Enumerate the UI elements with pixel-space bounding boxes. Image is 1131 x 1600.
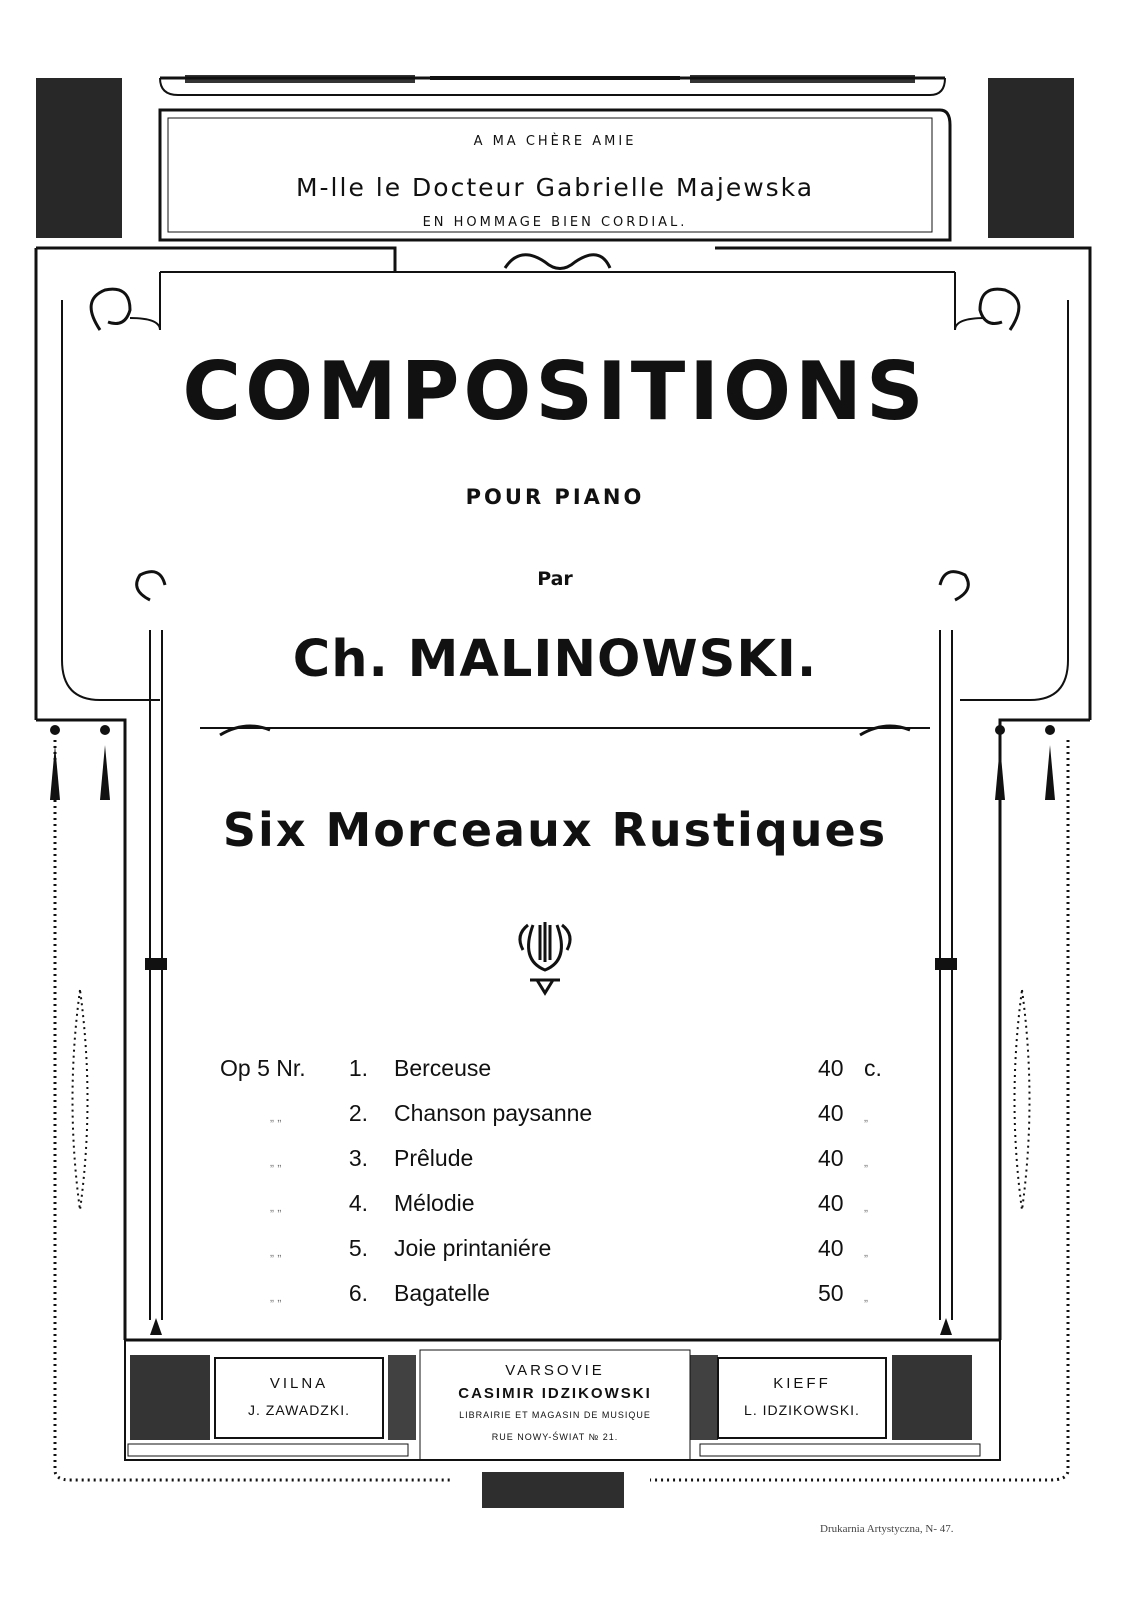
publisher-right-name: L. IDZIKOWSKI.: [744, 1402, 860, 1418]
printer-credit: Drukarnia Artystyczna, N- 47.: [820, 1523, 954, 1535]
piece-prefix: Op 5 Nr.: [220, 1055, 306, 1081]
publisher-center-address: RUE NOWY-ŚWIAT № 21.: [491, 1432, 619, 1442]
piece-name: Berceuse: [394, 1055, 492, 1081]
list-item: [220, 1145, 900, 1177]
piece-name: Bagatelle: [394, 1280, 490, 1306]
list-item: [220, 1055, 900, 1087]
piece-prefix: „ „: [270, 1110, 282, 1124]
piece-number: 5.: [348, 1235, 368, 1261]
piece-prefix: „ „: [270, 1155, 282, 1169]
piece-price: 40: [818, 1190, 844, 1216]
piece-name: Prêlude: [394, 1145, 474, 1171]
piece-currency: „: [864, 1110, 868, 1124]
piece-currency: „: [864, 1200, 868, 1214]
piece-number: 1.: [348, 1055, 368, 1081]
publisher-center-city: VARSOVIE: [505, 1362, 605, 1379]
page-title: COMPOSITIONS: [182, 345, 928, 438]
list-item: [220, 1280, 900, 1312]
piece-currency: „: [864, 1245, 868, 1259]
piece-number: 2.: [348, 1100, 368, 1126]
piece-number: 6.: [348, 1280, 368, 1306]
publisher-center-name: CASIMIR IDZIKOWSKI: [458, 1385, 652, 1402]
piece-price: 40: [818, 1100, 844, 1126]
piece-prefix: „ „: [270, 1245, 282, 1259]
piece-currency: „: [864, 1290, 868, 1304]
by-label: Par: [537, 568, 573, 590]
work-title: Six Morceaux Rustiques: [222, 803, 888, 857]
piece-number: 4.: [348, 1190, 368, 1216]
piece-prefix: „ „: [270, 1200, 282, 1214]
publisher-right-city: KIEFF: [773, 1375, 831, 1392]
piece-number: 3.: [348, 1145, 368, 1171]
list-item: [220, 1100, 900, 1132]
dedication-line-3: EN HOMMAGE BIEN CORDIAL.: [422, 215, 688, 230]
piece-name: Chanson paysanne: [394, 1100, 593, 1126]
lyre-icon: [520, 922, 570, 993]
composer-name: Ch. MALINOWSKI.: [292, 630, 818, 689]
piece-price: 50: [818, 1280, 844, 1306]
list-item: [220, 1190, 900, 1222]
dedication-name: M-lle le Docteur Gabrielle Majewska: [295, 173, 815, 202]
list-item: [220, 1235, 900, 1267]
piece-price: 40: [818, 1055, 844, 1081]
piece-name: Joie printaniére: [394, 1235, 552, 1261]
publisher-left-name: J. ZAWADZKI.: [248, 1402, 350, 1418]
subtitle: POUR PIANO: [465, 485, 645, 509]
piece-name: Mélodie: [394, 1190, 475, 1216]
publisher-center-desc: LIBRAIRIE ET MAGASIN DE MUSIQUE: [459, 1410, 651, 1420]
publisher-left-city: VILNA: [269, 1375, 329, 1392]
piece-price: 40: [818, 1145, 844, 1171]
piece-currency: c.: [864, 1055, 882, 1081]
dedication-line-1: A MA CHÈRE AMIE: [473, 134, 637, 149]
piece-price: 40: [818, 1235, 844, 1261]
piece-currency: „: [864, 1155, 868, 1169]
piece-prefix: „ „: [270, 1290, 282, 1304]
